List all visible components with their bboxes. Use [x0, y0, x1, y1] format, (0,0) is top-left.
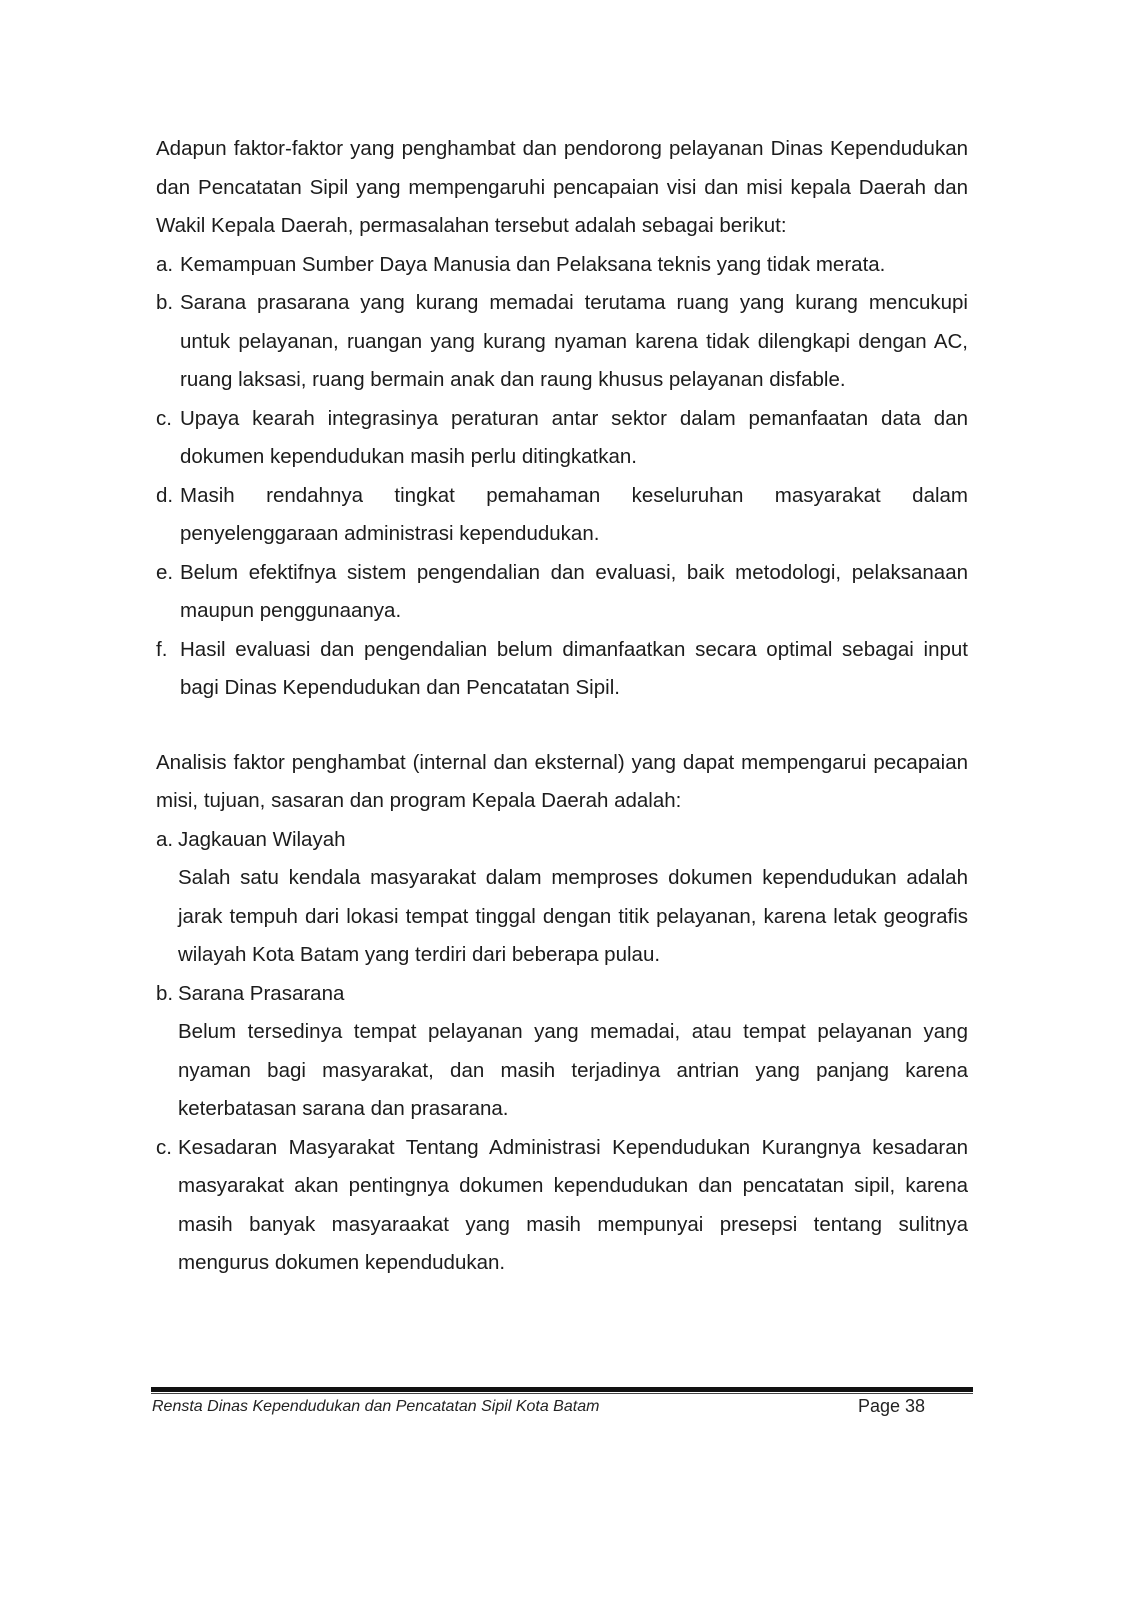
list-item — [156, 631, 968, 708]
list-item — [156, 821, 968, 975]
problem-list — [156, 246, 968, 708]
list-marker: e. — [156, 560, 174, 584]
factor-list — [156, 821, 968, 1283]
list-item-title: Jagkauan Wilayah — [178, 827, 346, 851]
list-item — [156, 477, 968, 554]
list-item-text: Hasil evaluasi dan pengendalian belum dimanfaatkan secara optimal sebagai input bagi Dinas Kependudukan dan Pencatatan Sipil. — [180, 637, 968, 699]
footer-document-title: Rensta Dinas Kependudukan dan Pencatatan Sipil Kota Batam — [152, 1398, 600, 1415]
section-spacer — [156, 708, 968, 744]
list-item-text: Salah satu kendala masyarakat dalam memproses dokumen kependudukan adalah jarak tempuh dari lokasi tempat tinggal dengan titik pelayanan, karena letak geografis wilayah Kota Batam yang terdiri dari beberapa pulau. — [178, 866, 968, 966]
page-number: Page 38 — [858, 1396, 926, 1416]
list-item — [156, 246, 968, 285]
list-marker: d. — [156, 483, 174, 507]
list-marker: c. — [156, 1135, 172, 1159]
list-item — [156, 284, 968, 400]
list-item — [156, 400, 968, 477]
list-item — [156, 975, 968, 1129]
list-item — [156, 554, 968, 631]
list-item-text: Masih rendahnya tingkat pemahaman keseluruhan masyarakat dalam penyelenggaraan administrasi kependudukan. — [180, 483, 968, 545]
list-item-text: Sarana prasarana yang kurang memadai terutama ruang yang kurang mencukupi untuk pelayanan, ruangan yang kurang nyaman karena tidak dilengkapi dengan AC, ruang laksasi, ruang bermain anak dan raung khusus pelayanan disfable. — [180, 291, 968, 391]
list-marker: a. — [156, 252, 174, 276]
list-item-text: Belum tersedinya tempat pelayanan yang memadai, atau tempat pelayanan yang nyaman bagi masyarakat, dan masih terjadinya antrian yang panjang karena keterbatasan sarana dan prasarana. — [178, 1020, 968, 1120]
list-marker: b. — [156, 291, 174, 314]
list-item-text: Belum efektifnya sistem pengendalian dan evaluasi, baik metodologi, pelaksanaan maupun penggunaanya. — [180, 560, 968, 622]
document-body — [156, 130, 968, 1283]
list-marker: a. — [156, 827, 174, 851]
list-item-title: Sarana Prasarana — [178, 981, 345, 1005]
list-marker: c. — [156, 406, 172, 430]
list-marker: f. — [156, 637, 168, 661]
footer-divider — [151, 1387, 973, 1392]
list-marker: b. — [156, 981, 174, 1005]
list-item-text: Upaya kearah integrasinya peraturan antar sektor dalam pemanfaatan data dan dokumen kependudukan masih perlu ditingkatkan. — [180, 406, 968, 468]
footer-divider-thin — [151, 1393, 973, 1394]
section2-intro: Analisis faktor penghambat (internal dan eksternal) yang dapat mempengarui pecapaian misi, tujuan, sasaran dan program Kepala Daerah adalah: — [156, 750, 968, 812]
list-item-text: Kemampuan Sumber Daya Manusia dan Pelaksana teknis yang tidak merata. — [180, 252, 886, 276]
list-item — [156, 1129, 968, 1283]
list-item-text: Kesadaran Masyarakat Tentang Administrasi Kependudukan Kurangnya kesadaran masyarakat akan pentingnya dokumen kependudukan dan pencatatan sipil, karena masih banyak masyaraakat yang masih mempunyai presepsi tentang sulitnya mengurus dokumen kependudukan. — [178, 1135, 968, 1274]
section1-intro: Adapun faktor-faktor yang penghambat dan pendorong pelayanan Dinas Kependudukan dan Pencatatan Sipil yang mempengaruhi pencapaian visi dan misi kepala Daerah dan Wakil Kepala Daerah, permasalahan tersebut adalah sebagai berikut: — [156, 137, 968, 237]
